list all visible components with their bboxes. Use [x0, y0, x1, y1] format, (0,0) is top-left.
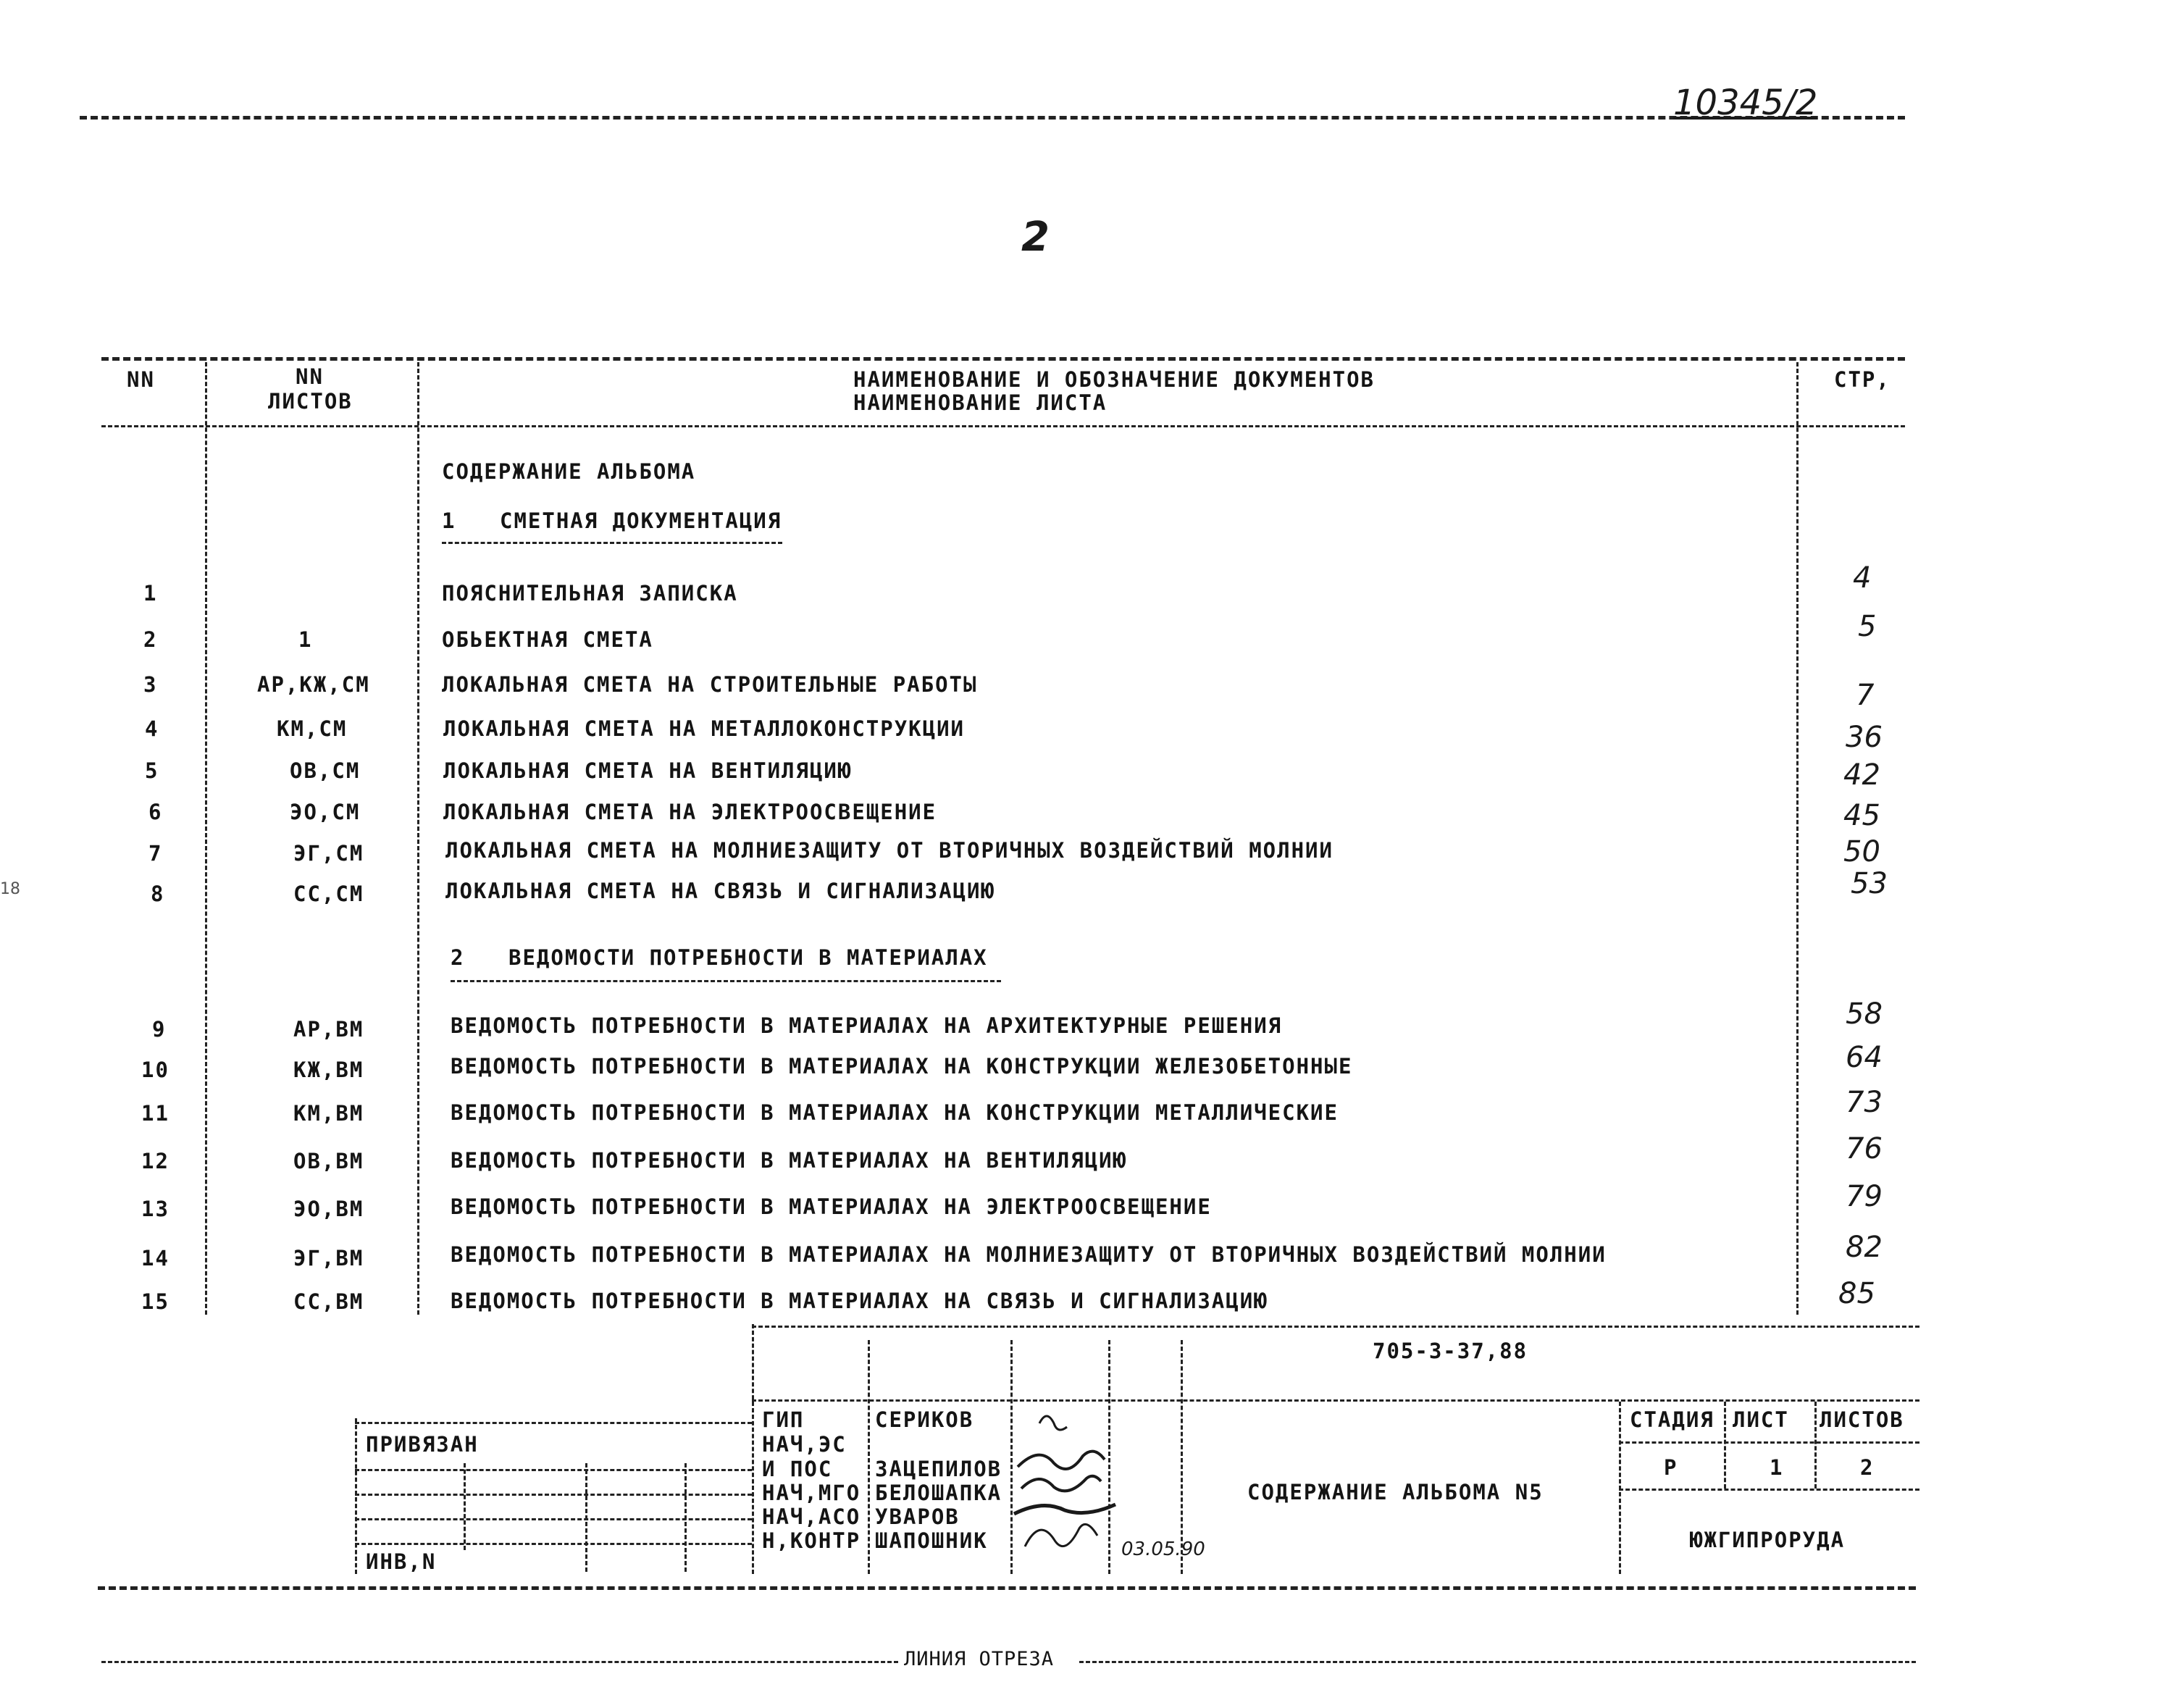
row-7-name: ЛОКАЛЬНАЯ СМЕТА НА МОЛНИЕЗАЩИТУ ОТ ВТОРИЧНЫХ ВОЗДЕЙСТВИЙ МОЛНИИ	[445, 838, 1333, 863]
bound-grid-vline-2	[464, 1463, 466, 1550]
row-8-sheets: СС,СМ	[293, 882, 364, 906]
album-title: СОДЕРЖАНИЕ АЛЬБОМА	[442, 459, 696, 484]
row-15-sheets: СС,ВМ	[293, 1289, 364, 1314]
section-2-underline	[451, 980, 1001, 982]
stamp-vline-right-3	[1814, 1402, 1817, 1489]
col-header-nn: NN	[127, 367, 155, 392]
row-5-sheets: ОВ,СМ	[290, 758, 361, 783]
cut-line-right	[1079, 1661, 1916, 1663]
stamp-role-n-kontr: Н,КОНТР	[762, 1528, 861, 1553]
stamp-vline-2	[868, 1340, 870, 1574]
stamp-vline-right-2	[1724, 1402, 1726, 1489]
row-12-sheets: ОВ,ВМ	[293, 1149, 364, 1173]
stamp-role-nach-es: НАЧ,ЭС	[762, 1432, 847, 1457]
row-6-page: 45	[1843, 799, 1880, 832]
row-10-sheets: КЖ,ВМ	[293, 1058, 364, 1082]
row-2-sheets: 1	[298, 627, 313, 652]
section-2-number: 2	[451, 945, 465, 970]
stamp-right-rule-2	[1619, 1489, 1919, 1491]
stamp-doc-code: 705-3-37,88	[1373, 1339, 1528, 1363]
stamp-role-gip: ГИП	[762, 1407, 805, 1432]
col-separator-1	[205, 362, 207, 1315]
row-3-name: ЛОКАЛЬНАЯ СМЕТА НА СТРОИТЕЛЬНЫЕ РАБОТЫ	[442, 672, 978, 697]
row-14-page: 82	[1846, 1231, 1883, 1264]
row-11-name: ВЕДОМОСТЬ ПОТРЕБНОСТИ В МАТЕРИАЛАХ НА КОНСТРУКЦИИ МЕТАЛЛИЧЕСКИЕ	[451, 1100, 1339, 1125]
page-number: 2	[1021, 214, 1050, 261]
stamp-top-rule	[752, 1326, 1919, 1328]
stamp-role-nach-aso: НАЧ,АСО	[762, 1504, 861, 1529]
row-11-page: 73	[1846, 1086, 1883, 1119]
row-10-nn: 10	[141, 1058, 169, 1082]
row-1-name: ПОЯСНИТЕЛЬНАЯ ЗАПИСКА	[442, 581, 738, 606]
row-7-sheets: ЭГ,СМ	[293, 841, 364, 866]
archive-number: 10345/2	[1673, 83, 1818, 123]
bound-grid-row-3	[355, 1518, 752, 1520]
row-2-page: 5	[1858, 610, 1877, 643]
stamp-role-i-pos: И ПОС	[762, 1457, 833, 1481]
row-4-sheets: КМ,СМ	[277, 716, 348, 741]
bound-grid-row-2	[355, 1494, 752, 1496]
row-11-sheets: КМ,ВМ	[293, 1101, 364, 1126]
stamp-sheets-value: 2	[1860, 1455, 1875, 1480]
bound-grid-vline-3	[585, 1463, 587, 1572]
row-3-nn: 3	[143, 672, 158, 697]
row-13-nn: 13	[141, 1197, 169, 1221]
row-9-sheets: АР,ВМ	[293, 1017, 364, 1042]
stamp-name-shaposhnik: ШАПОШНИК	[875, 1528, 988, 1553]
stamp-bound-label: ПРИВЯЗАН	[366, 1432, 479, 1457]
margin-mark: 18	[0, 880, 20, 898]
section-1-number: 1	[442, 508, 456, 533]
row-8-nn: 8	[151, 882, 165, 906]
stamp-mid-rule	[752, 1399, 1919, 1402]
row-8-name: ЛОКАЛЬНАЯ СМЕТА НА СВЯЗЬ И СИГНАЛИЗАЦИЮ	[445, 879, 995, 903]
table-header-rule	[101, 425, 1905, 427]
row-12-name: ВЕДОМОСТЬ ПОТРЕБНОСТИ В МАТЕРИАЛАХ НА ВЕНТИЛЯЦИЮ	[451, 1148, 1128, 1173]
row-12-page: 76	[1846, 1132, 1883, 1165]
row-1-nn: 1	[143, 581, 158, 606]
cut-line-left	[101, 1661, 898, 1663]
row-6-nn: 6	[148, 800, 163, 824]
stamp-vline-right-1	[1619, 1402, 1621, 1574]
stamp-title: СОДЕРЖАНИЕ АЛЬБОМА N5	[1247, 1480, 1544, 1504]
row-10-page: 64	[1846, 1041, 1883, 1074]
stamp-vline-1	[752, 1324, 754, 1574]
stamp-name-serikov: СЕРИКОВ	[875, 1407, 974, 1432]
row-9-nn: 9	[152, 1017, 167, 1042]
section-2-title: ВЕДОМОСТИ ПОТРЕБНОСТИ В МАТЕРИАЛАХ	[508, 945, 988, 970]
row-4-page: 36	[1846, 721, 1883, 754]
row-6-name: ЛОКАЛЬНАЯ СМЕТА НА ЭЛЕКТРООСВЕЩЕНИЕ	[443, 800, 937, 824]
row-7-page: 50	[1843, 835, 1880, 868]
col-header-page: СТР,	[1834, 367, 1891, 392]
row-5-name: ЛОКАЛЬНАЯ СМЕТА НА ВЕНТИЛЯЦИЮ	[443, 758, 853, 783]
col-separator-3	[1796, 362, 1799, 1315]
stamp-right-rule-1	[1619, 1441, 1919, 1444]
col-separator-2	[417, 362, 419, 1315]
row-3-page: 7	[1856, 679, 1875, 712]
row-13-sheets: ЭО,ВМ	[293, 1197, 364, 1221]
row-4-nn: 4	[145, 716, 159, 741]
row-10-name: ВЕДОМОСТЬ ПОТРЕБНОСТИ В МАТЕРИАЛАХ НА КОНСТРУКЦИИ ЖЕЛЕЗОБЕТОННЫЕ	[451, 1054, 1353, 1079]
table-top-rule	[101, 357, 1905, 361]
stamp-sheets-label: ЛИСТОВ	[1820, 1407, 1904, 1432]
bound-grid-row-4	[355, 1543, 752, 1545]
bound-grid-row-1	[355, 1469, 752, 1471]
row-5-nn: 5	[145, 758, 159, 783]
row-13-page: 79	[1846, 1180, 1883, 1213]
row-4-name: ЛОКАЛЬНАЯ СМЕТА НА МЕТАЛЛОКОНСТРУКЦИИ	[443, 716, 966, 741]
stamp-bottom-rule	[98, 1586, 1916, 1590]
stamp-sheet-label: ЛИСТ	[1733, 1407, 1789, 1432]
row-14-nn: 14	[141, 1246, 169, 1270]
col-header-sheets-line1: NN	[296, 364, 324, 389]
row-15-nn: 15	[141, 1289, 169, 1314]
stamp-inv-label: ИНВ,N	[366, 1549, 437, 1574]
top-rule	[80, 116, 1905, 120]
stamp-stage-value: Р	[1664, 1455, 1678, 1480]
bound-grid-top	[355, 1422, 752, 1424]
stamp-name-zatsepilov: ЗАЦЕПИЛОВ	[875, 1457, 1002, 1481]
row-9-page: 58	[1846, 997, 1883, 1031]
row-8-page: 53	[1851, 867, 1888, 900]
row-13-name: ВЕДОМОСТЬ ПОТРЕБНОСТИ В МАТЕРИАЛАХ НА ЭЛЕКТРООСВЕЩЕНИЕ	[451, 1194, 1212, 1219]
stamp-organization: ЮЖГИПРОРУДА	[1690, 1528, 1846, 1552]
bound-grid-vline-4	[684, 1463, 687, 1572]
row-5-page: 42	[1843, 758, 1880, 792]
section-1-title: СМЕТНАЯ ДОКУМЕНТАЦИЯ	[500, 508, 782, 533]
row-9-name: ВЕДОМОСТЬ ПОТРЕБНОСТИ В МАТЕРИАЛАХ НА АРХИТЕКТУРНЫЕ РЕШЕНИЯ	[451, 1013, 1283, 1038]
row-3-sheets: АР,КЖ,СМ	[257, 672, 370, 697]
row-12-nn: 12	[141, 1149, 169, 1173]
row-15-name: ВЕДОМОСТЬ ПОТРЕБНОСТИ В МАТЕРИАЛАХ НА СВЯЗЬ И СИГНАЛИЗАЦИЮ	[451, 1289, 1268, 1313]
row-14-name: ВЕДОМОСТЬ ПОТРЕБНОСТИ В МАТЕРИАЛАХ НА МОЛНИЕЗАЩИТУ ОТ ВТОРИЧНЫХ ВОЗДЕЙСТВИЙ МОЛНИИ	[451, 1242, 1607, 1267]
stamp-stage-label: СТАДИЯ	[1630, 1407, 1714, 1432]
row-2-nn: 2	[143, 627, 158, 652]
col-header-sheets-line2: ЛИСТОВ	[268, 389, 353, 414]
row-6-sheets: ЭО,СМ	[290, 800, 361, 824]
stamp-sheet-value: 1	[1770, 1455, 1784, 1480]
row-1-page: 4	[1853, 561, 1872, 595]
row-11-nn: 11	[141, 1101, 169, 1126]
col-header-name-line2: НАИМЕНОВАНИЕ ЛИСТА	[853, 390, 1108, 415]
row-7-nn: 7	[148, 841, 163, 866]
col-header-name-line1: НАИМЕНОВАНИЕ И ОБОЗНАЧЕНИЕ ДОКУМЕНТОВ	[853, 367, 1376, 392]
stamp-name-uvarov: УВАРОВ	[875, 1504, 960, 1529]
row-15-page: 85	[1838, 1277, 1875, 1310]
section-1-underline	[442, 542, 782, 544]
stamp-name-beloshapka: БЕЛОШАПКА	[875, 1481, 1002, 1505]
stamp-sign-date: 03.05.90	[1121, 1539, 1205, 1560]
row-2-name: ОБЬЕКТНАЯ СМЕТА	[442, 627, 653, 652]
row-14-sheets: ЭГ,ВМ	[293, 1246, 364, 1270]
bound-grid-vline-1	[355, 1418, 357, 1574]
stamp-role-nach-mgo: НАЧ,МГО	[762, 1481, 861, 1505]
cut-line-label: ЛИНИЯ ОТРЕЗА	[904, 1648, 1055, 1670]
